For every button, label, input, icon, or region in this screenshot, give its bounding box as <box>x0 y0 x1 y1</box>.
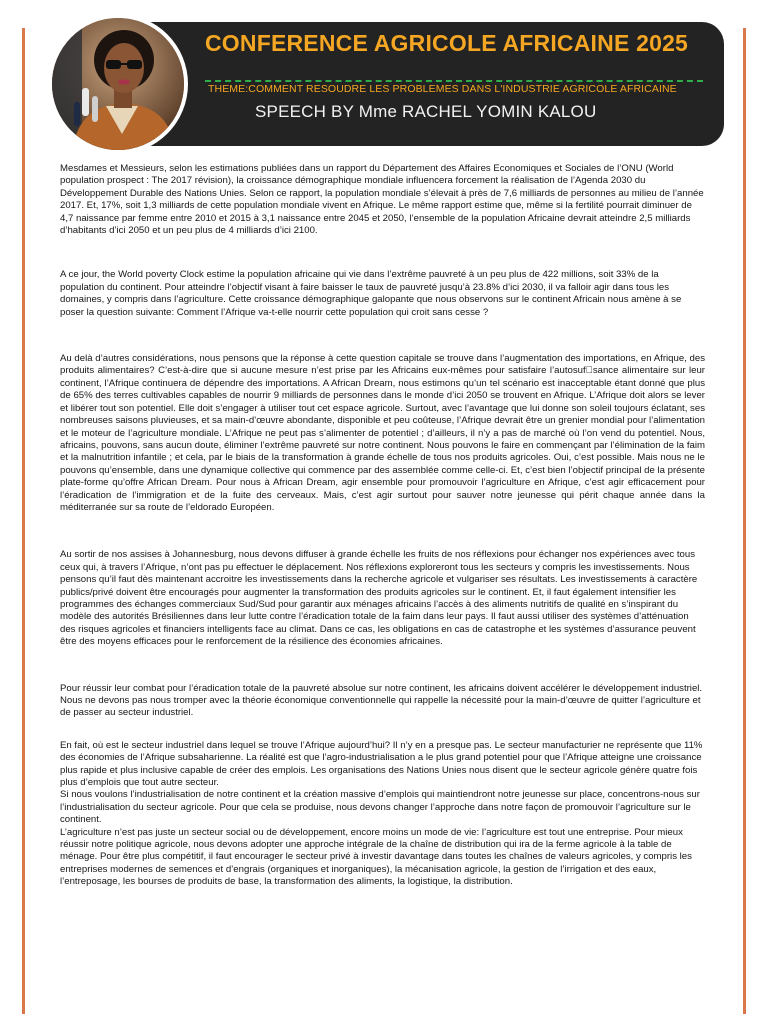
speech-paragraph: Au sortir de nos assises à Johannesburg, nous devons diffuser à grande échelle les fruits de nos réflexions pour échanger nos expériences avec tous ceux qui, à travers l’Afrique, n’ont pas pu effectuer le déplacement. Nos réflexions exploreront tous les secteurs y compris les investissements. Nous pensons qu’il faut dès maintenant accroitre les investissements dans la recherche agricole et vulgariser ses résultats. Les investissements à caractère publics/privé doivent être encouragés pour augmenter la transformation des produits agricoles sur le continent. Et, il faut également intensifier les programmes des échanges commerciaux Sud/Sud pour garantir aux ménages africains l’accès à des aliments nutritifs de qualité en s’inspirant du modèle des autorités Brésiliennes dans leur lutte contre l’éradication totale de la faim dans leur pays. Il faut aussi utiliser des systèmes d’atténuation des risques agricoles et financiers intelligents face au climat. Dans ce cas, les obligations en cas de catastrophe et les systèmes d’assurance peuvent être des moyens efficaces pour le renforcement de la résilience des économies africaines. <box>60 549 698 648</box>
speech-paragraph: Mesdames et Messieurs, selon les estimations publiées dans un rapport du Département des Affaires Economiques et Sociales de l’ONU (World population prospect : The 2017 révision), la croissance démographique mondiale influencera forcement la réalisation de l’Agenda 2030 du Développement Durable des Nations Unies. Selon ce rapport, la population mondiale s’élevait à près de 7,6 milliards de personnes au milieu de l’année 2017. Et, 17%, soit 1,3 milliards de cette population mondiale vivent en Afrique. Le même rapport estime que, même si la fertilité pourrait diminuer de 4,7 naissance par femme entre 2010 et 2015 à 3,1 naissance entre 2045 et 2050, l’ensemble de la population Africaine devrait atteindre 2,5 milliards d’habitants d’ici 2050 et un peu plus de 4 milliards d’ici 2100. <box>60 163 704 237</box>
speech-paragraph: Au delà d’autres considérations, nous pensons que la réponse à cette question capitale se trouve dans l’augmentation des importations, en Afrique, des produits alimentaires? C’est-à-dire que si aucune mesure n’est prise par les Africains eux-mêmes pour satisfaire l’autosuf sance alimentaire sur leur continent, l’Afrique continuera de dépendre des importations. A African Dream, nous estimons qu’un tel scénario est inacceptable étant donné que plus de 65% des terres cultivables capables de nourrir 9 milliards de personnes dans le monde d’ici 2050 se trouvent en Afrique. L’Afrique doit alors se lever et libérer tout son potentiel. Elle doit s’engager à utiliser tout cet espace agricole. Surtout, avec l’avantage que lui donne son soleil toujours éclatant, ses nombreuses saisons pluvieuses, et sa main-d’œuvre abondante, disponible et peu coûteuse, l’Afrique devrait être un grenier mondial pour l’alimentation et le moteur de l’agriculture mondiale. L’Afrique ne peut pas s’alimenter de potentiel ; d’ailleurs, il n’y a pas de marché où l’on vend du potentiel. Nous, africains, pouvons, sans aucun doute, éliminer l’extrême pauvreté sur notre continent. Nous pouvons le faire en commençant par l’élimination de la faim et la malnutrition infantile ; et cela, par le biais de la transformation à grande échelle de tous nos produits agricoles. Oui, c’est possible. Mais nous ne le pouvons qu’ensemble, dans une dynamique collective qui commence par des assemblée comme celle-ci. Et, c’est bien l’objectif principal de la présente plate-forme qu’offre African Dream. Pour nous à African Dream, agir ensemble pour promouvoir l’agriculture en Afrique, c’est agir efficacement pour l’éradication de l’immigration et de la fuite des cerveaux. Mais, c’est agir surtout pour sauver notre jeunesse qui périt chaque année dans la méditerranée sur sa route de l’eldorado Européen. <box>60 353 705 513</box>
speaker-portrait <box>52 18 184 150</box>
conference-title: CONFERENCE AGRICOLE AFRICAINE 2025 <box>205 30 689 56</box>
left-border-line <box>22 28 25 1014</box>
speech-paragraph: Pour réussir leur combat pour l’éradication totale de la pauvreté absolue sur notre continent, les africains doivent accélérer le développement industriel. Nous ne devons pas nous tromper avec la théorie économique conventionnelle qui rappelle la nécessité pour la main-d’œuvre de quitter l’agriculture et de passer au secteur industriel. <box>60 682 703 719</box>
right-border-line <box>743 28 746 1014</box>
speech-body <box>60 163 705 889</box>
speaker-portrait-icon <box>52 18 184 150</box>
conference-theme: THEME:COMMENT RESOUDRE LES PROBLEMES DANS L'INDUSTRIE AGRICOLE AFRICAINE <box>208 83 677 95</box>
green-dashed-rule <box>205 80 703 82</box>
speaker-name: SPEECH BY Mme RACHEL YOMIN KALOU <box>255 102 597 121</box>
speech-paragraph: Si nous voulons l’industrialisation de notre continent et la création massive d’emplois qui maintiendront notre jeunesse sur place, concentrons-nous sur l’industrialisation du secteur agricole. Pour que cela se produise, nous devons changer l’approche dans notre façon de promouvoir l’agriculture sur le continent. <box>60 789 700 826</box>
speech-paragraph: A ce jour, the World poverty Clock estime la population africaine qui vie dans l’extrême pauvreté à un peu plus de 422 millions, soit 33% de la population du continent. Pour atteindre l’objectif visant à faire baisser le taux de pauvreté jusqu’à 23.8% d’ici 2030, il va falloir agir dans tous les domaines, y compris dans l’agriculture. Cette croissance démographique galopante que nous observons sur le continent Africain nous amène à se poser la question suivante: Comment l’Afrique va-t-elle nourrir cette population qui croit sans cesse ? <box>60 269 682 318</box>
speech-paragraph: En fait, où est le secteur industriel dans lequel se trouve l’Afrique aujourd’hui? Il n’y en a presque pas. Le secteur manufacturier ne représente que 11% des économies de l’Afrique subsaharienne. La réalité est que l’agro-industrialisation a le plus grand potentiel pour que l’Afrique atteigne une croissance plus rapide et plus inclusive capable de créer des emplois. Les organisations des Nations Unies nous disent que le secteur agricole génère quatre fois plus d’emplois que tout autre secteur. <box>60 739 703 789</box>
speech-paragraph: L’agriculture n’est pas juste un secteur social ou de développement, encore moins un mode de vie: l’agriculture est tout une entreprise. Pour mieux réussir notre politique agricole, nous devons adopter une approche intégrale de la chaîne de distribution qui ira de la ferme agricole à la table de ménage. Pour être plus compétitif, il faut encourager le secteur privé à investir davantage dans toutes les chaînes de valeurs agricoles, y compris les entreprises modernes de semences et d’engrais (organiques et inorganiques), la mécanisation agricole, la gestion de l’irrigation et des eaux, l’entreposage, les bourses de produits de base, la transformation des aliments, la logistique, la distribution. <box>60 826 692 888</box>
banner-background <box>100 22 724 146</box>
